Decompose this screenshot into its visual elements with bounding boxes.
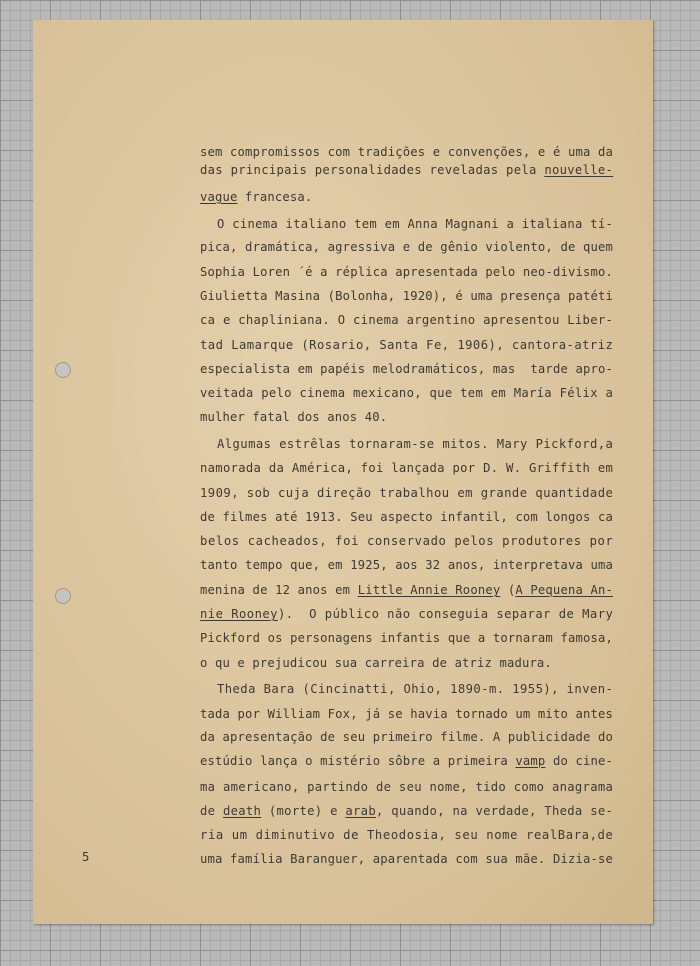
text-run: veitada pelo cinema mexicano, que tem em María Félix a <box>200 386 614 400</box>
underlined-text: death <box>222 804 262 818</box>
text-line <box>217 217 613 232</box>
text-run: Giulietta Masina (Bolonha, 1920), é uma presença patéti <box>200 289 614 303</box>
text-line <box>200 289 613 304</box>
text-line <box>200 362 613 377</box>
text-run: O cinema italiano tem em Anna Magnani a italiana tí- <box>217 217 614 231</box>
text-line <box>200 386 613 401</box>
underlined-text: nie Rooney <box>200 607 278 621</box>
text-line <box>200 265 613 280</box>
underlined-text: A Pequena An- <box>515 583 614 597</box>
text-run: sem compromissos com tradições e convenções, e é uma da <box>200 145 614 159</box>
text-run: belos cacheados, foi conservado pelos produtores por <box>200 534 614 548</box>
text-run: o qu e prejudicou sua carreira de atriz madura. <box>200 656 552 670</box>
text-run: (morte) e <box>261 804 346 818</box>
text-run: , quando, na verdade, Theda se- <box>375 804 614 818</box>
text-run: estúdio lança o mistério sôbre a primeira <box>200 754 516 768</box>
text-line <box>200 240 613 255</box>
underlined-text: vamp <box>515 754 546 768</box>
text-line <box>200 338 613 353</box>
text-line <box>200 780 613 795</box>
text-line <box>200 313 613 328</box>
text-line <box>200 754 613 769</box>
text-line <box>200 631 613 646</box>
text-run: tad Lamarque (Rosario, Santa Fe, 1906), cantora-atriz <box>200 338 614 352</box>
text-run: das principais personalidades reveladas pela <box>200 163 545 177</box>
text-run: de filmes até 1913. Seu aspecto infantil, com longos ca <box>200 510 614 524</box>
text-run: 1909, sob cuja direção trabalhou em grande quantidade <box>200 486 614 500</box>
text-run: ). O público não conseguia separar de Mary <box>277 607 614 621</box>
text-line <box>217 437 613 452</box>
text-run: namorada da América, foi lançada por D. W. Griffith em <box>200 461 614 475</box>
text-run: da apresentação de seu primeiro filme. A publicidade do <box>200 730 614 744</box>
text-line <box>200 707 613 722</box>
text-line <box>200 145 613 160</box>
text-line <box>200 410 387 425</box>
text-run: francesa. <box>237 190 313 204</box>
text-run: menina de 12 anos em <box>200 583 358 597</box>
text-run: ca e chapliniana. O cinema argentino apresentou Liber- <box>200 313 614 327</box>
text-run: ria um diminutivo de Theodosia, seu nome realBara,de <box>200 828 614 842</box>
underlined-text: nouvelle- <box>544 163 614 177</box>
text-line <box>200 607 613 622</box>
text-line <box>200 558 613 573</box>
text-run: ma americano, partindo de seu nome, tido como anagrama <box>200 780 614 794</box>
text-line <box>217 682 613 697</box>
text-run: Algumas estrêlas tornaram-se mitos. Mary Pickford,a <box>217 437 614 451</box>
text-line <box>200 852 613 867</box>
text-run: especialista em papéis melodramáticos, mas tarde apro- <box>200 362 614 376</box>
text-run: ( <box>500 583 516 597</box>
text-line <box>200 510 613 525</box>
page-number: 5 <box>82 850 90 864</box>
text-line <box>200 583 613 598</box>
text-line <box>200 486 613 501</box>
text-line <box>200 656 552 671</box>
text-line <box>200 534 613 549</box>
text-run: Pickford os personagens infantis que a tornaram famosa, <box>200 631 614 645</box>
text-run: do cine- <box>545 754 614 768</box>
underlined-text: arab <box>345 804 376 818</box>
text-run: uma família Baranguer, aparentada com sua mãe. Dizia-se <box>200 852 614 866</box>
text-line <box>200 163 613 178</box>
text-run: tanto tempo que, em 1925, aos 32 anos, interpretava uma <box>200 558 614 572</box>
text-line <box>200 828 613 843</box>
text-run: de <box>200 804 223 818</box>
underlined-text: Little Annie Rooney <box>357 583 501 597</box>
text-line <box>200 461 613 476</box>
text-run: pica, dramática, agressiva e de gênio violento, de quem <box>200 240 614 254</box>
text-run: tada por William Fox, já se havia tornado um mito antes <box>200 707 614 721</box>
text-run: Sophia Loren ´é a réplica apresentada pelo neo-divismo. <box>200 265 614 279</box>
text-line <box>200 190 312 205</box>
text-run: Theda Bara (Cincinatti, Ohio, 1890-m. 1955), inven- <box>217 682 614 696</box>
text-run: mulher fatal dos anos 40. <box>200 410 388 424</box>
text-line <box>200 804 613 819</box>
text-line <box>200 730 613 745</box>
underlined-text: vague <box>200 190 238 204</box>
